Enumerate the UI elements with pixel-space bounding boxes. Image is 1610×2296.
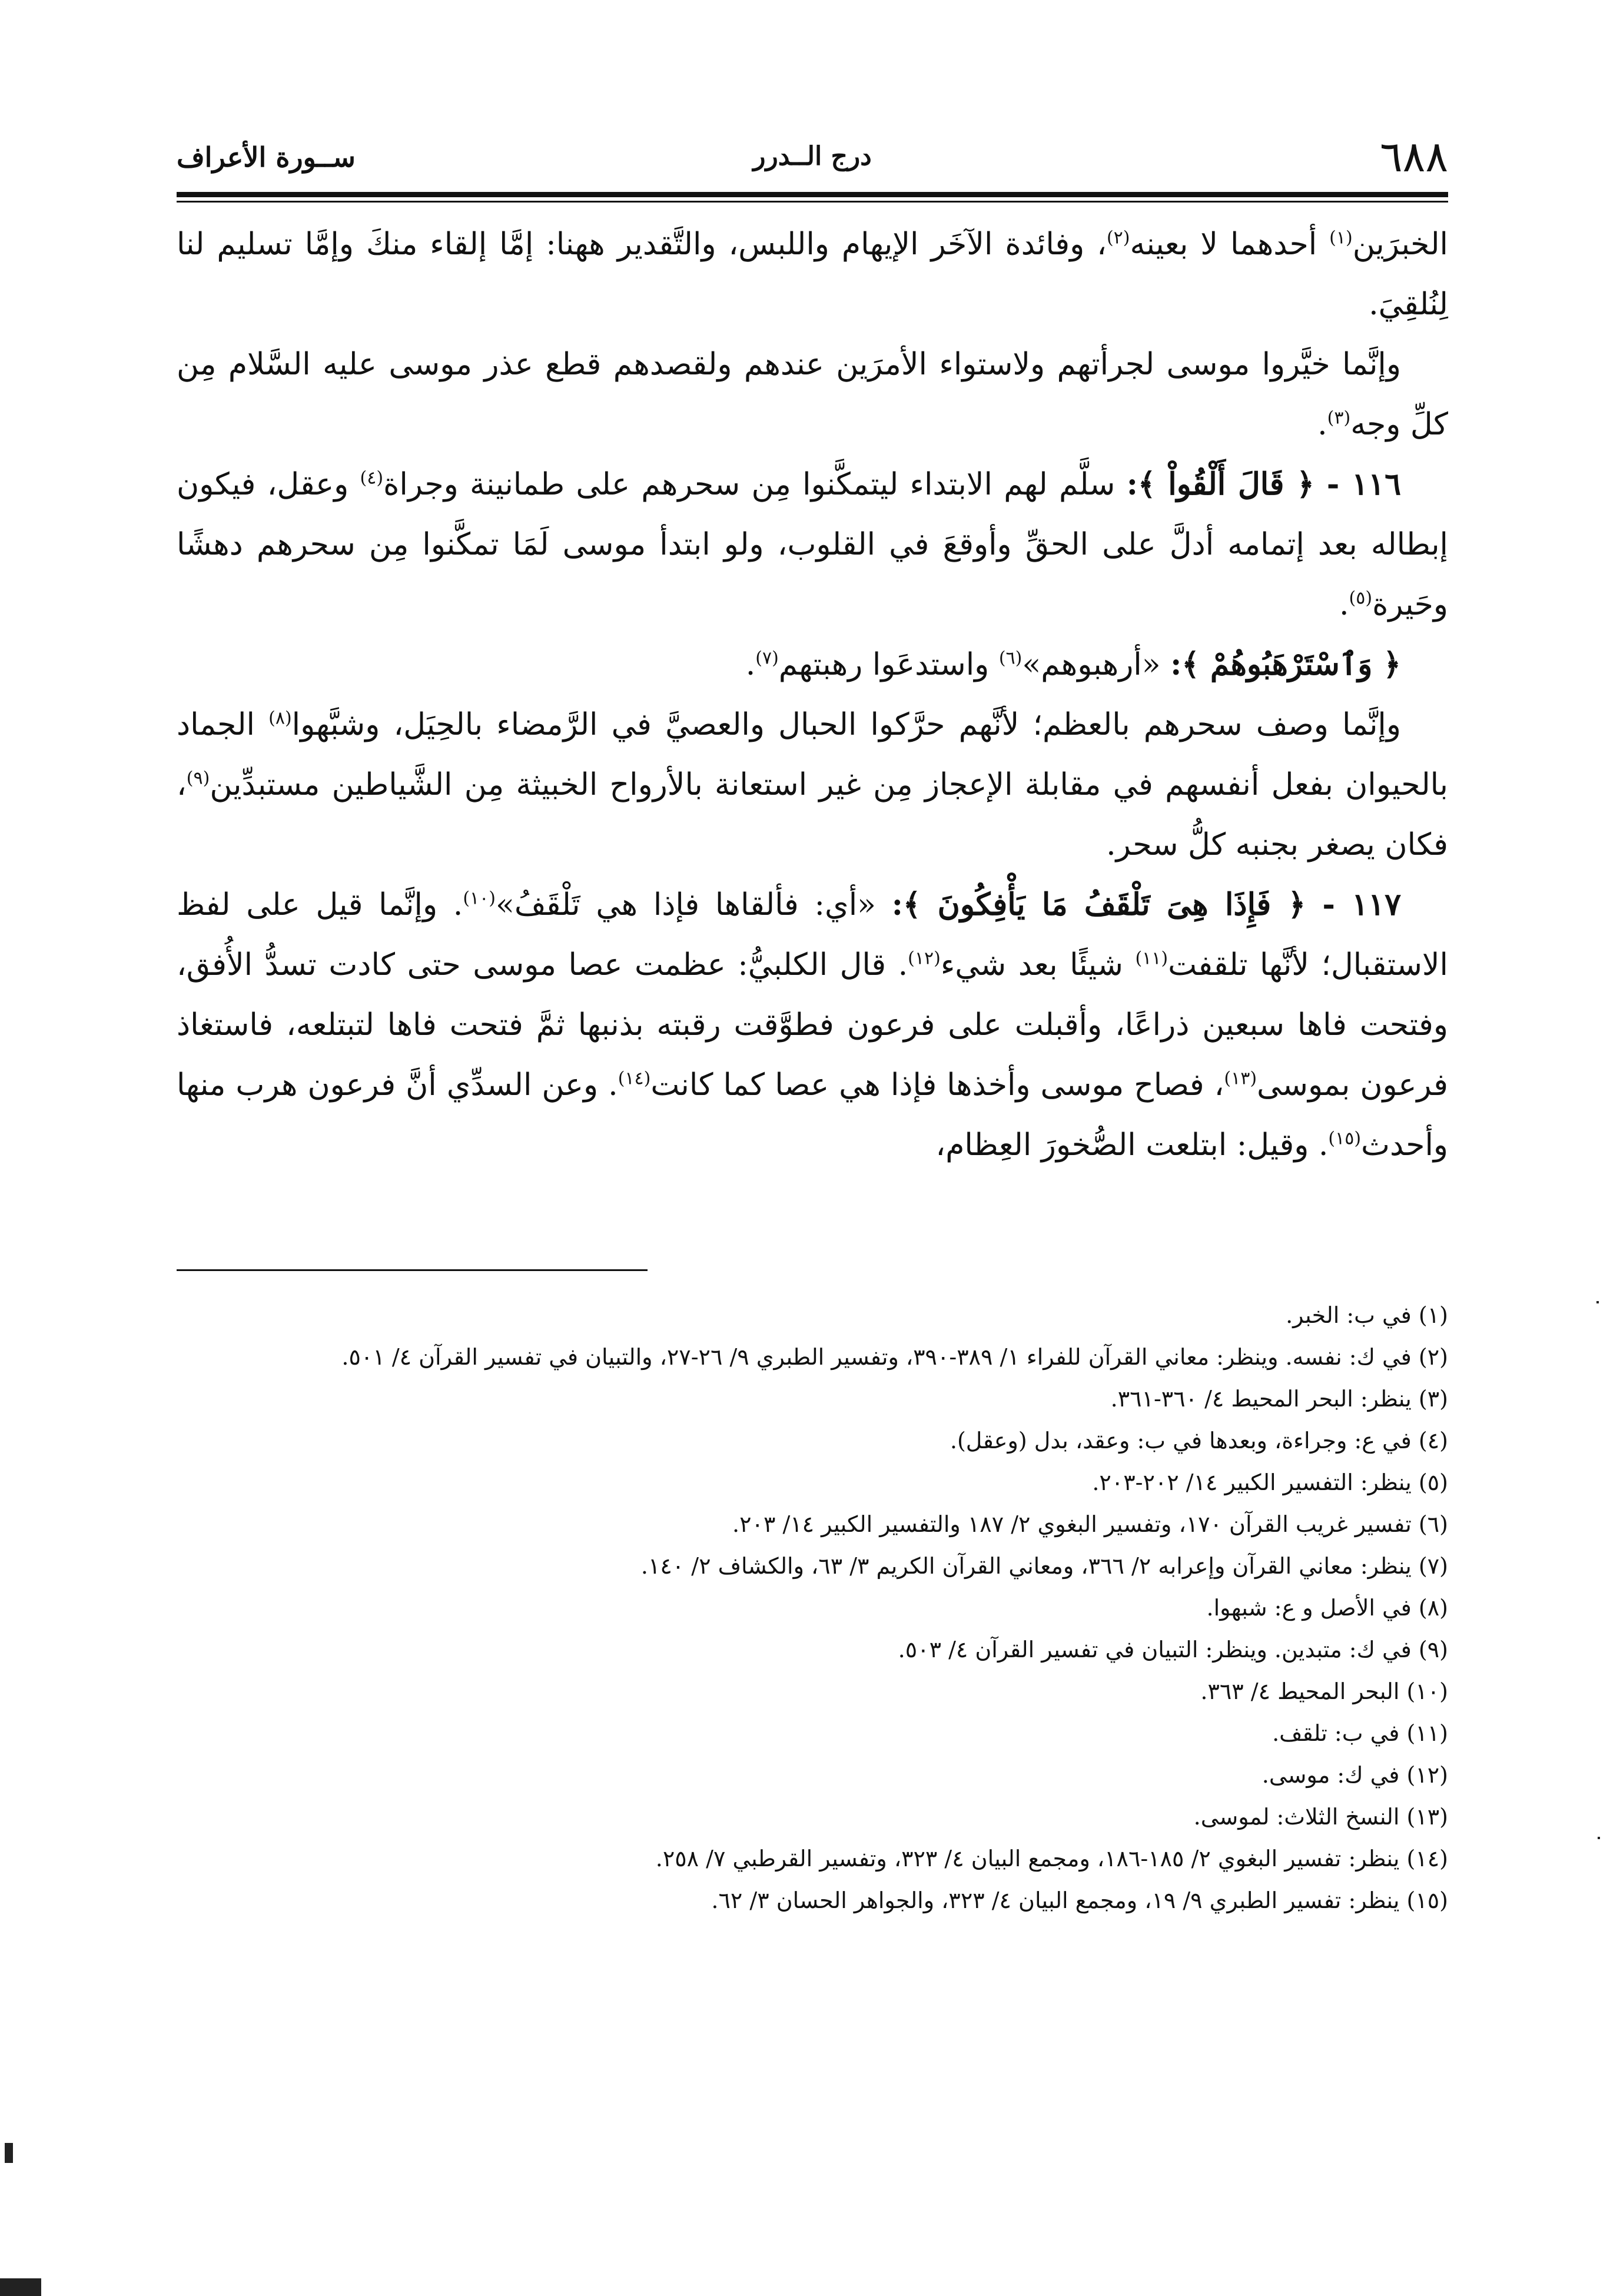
scan-mark xyxy=(0,2278,41,2296)
quran-verse: ﴿ قَالَ أَلْقُواْ ﴾: xyxy=(1126,466,1314,502)
text-run: ، فصاح موسى وأخذها فإذا هي عصا كما كانت xyxy=(650,1067,1224,1103)
header-rule-thin xyxy=(177,201,1448,203)
text-run: وإنَّما خيَّروا موسى لجرأتهم ولاستواء الأمرَين عندهم ولقصدهم قطع عذر موسى عليه السَّلام مِن كلِّ وجه xyxy=(177,347,1448,442)
header-rule-thick xyxy=(177,192,1448,197)
footnote: (١١) في ب: تلقف. xyxy=(1272,1720,1448,1746)
footnote: (٣) ينظر: البحر المحيط ٤/ ٣٦٠-٣٦١. xyxy=(1110,1386,1448,1412)
footnote: (٨) في الأصل و ع: شبهوا. xyxy=(1206,1595,1448,1621)
quran-verse: ﴿ فَإِذَا هِىَ تَلْقَفُ مَا يَأْفِكُونَ ﴾: xyxy=(891,887,1306,923)
text-run: واستدعَوا رهبتهم xyxy=(778,647,999,682)
scan-mark xyxy=(1596,1301,1599,1303)
footnote: (١٢) في ك: موسى. xyxy=(1262,1762,1448,1788)
text-run: سلَّم لهم الابتداء ليتمكَّنوا مِن سحرهم على طمانينة وجراة xyxy=(383,467,1127,502)
text-run: وإنَّما وصف سحرهم بالعظم؛ لأنَّهم حرَّكوا الحبال والعصيَّ في الرَّمضاء بالحِيَل، وشبَّهوا xyxy=(291,707,1401,742)
text-run: الخبرَين xyxy=(1352,227,1448,262)
paragraph xyxy=(177,214,1448,334)
text-run: «أرهبوهم» xyxy=(1022,647,1171,682)
footnote: (٩) في ك: متبدين. وينظر: التبيان في تفسير القرآن ٤/ ٥٠٣. xyxy=(898,1637,1448,1663)
footnote: (١) في ب: الخبر. xyxy=(1286,1302,1448,1328)
footnote-ref: (٢) xyxy=(1106,227,1130,248)
footnote: (٤) في ع: وجراءة، وبعدها في ب: وعقد، بدل (وعقل). xyxy=(950,1428,1448,1454)
paragraph xyxy=(177,454,1448,635)
footnote: (٥) ينظر: التفسير الكبير ١٤/ ٢٠٢-٢٠٣. xyxy=(1092,1469,1448,1495)
footnotes-section xyxy=(177,1295,1448,1922)
footnote: (١٥) ينظر: تفسير الطبري ٩/ ١٩، ومجمع البيان ٤/ ٣٢٣، والجواهر الحسان ٣/ ٦٢. xyxy=(711,1887,1448,1913)
text-run: أحدهما لا بعينه xyxy=(1130,227,1330,262)
footnote-ref: (٤) xyxy=(360,467,384,489)
footnote-ref: (٩) xyxy=(186,768,210,789)
footnote-ref: (١٢) xyxy=(908,948,941,969)
quran-verse: ﴿ وَٱسْتَرْهَبُوهُمْ ﴾: xyxy=(1170,646,1401,682)
footnote-ref: (٥) xyxy=(1349,588,1373,609)
book-page xyxy=(177,130,1448,1922)
footnote: (٢) في ك: نفسه. وينظر: معاني القرآن للفراء ١/ ٣٨٩-٣٩٠، وتفسير الطبري ٩/ ٢٦-٢٧، والتبيان في تفسير القرآن ٤/ ٥٠١. xyxy=(341,1344,1448,1370)
footnote-list xyxy=(177,1295,1448,1922)
page-number: ٦٨٨ xyxy=(1379,132,1448,181)
book-title: درج الــدرر xyxy=(753,141,872,171)
footnote: (٧) ينظر: معاني القرآن وإعرابه ٢/ ٣٦٦، ومعاني القرآن الكريم ٣/ ٦٣، والكشاف ٢/ ١٤٠. xyxy=(640,1553,1448,1579)
text-run: . وإنَّما قيل على لفظ الاستقبال؛ لأنَّها تلقفت xyxy=(177,887,1449,983)
surah-title: ســورة الأعراف xyxy=(177,141,356,173)
footnote-ref: (١٣) xyxy=(1224,1068,1257,1089)
footnote: (١٠) البحر المحيط ٤/ ٣٦٣. xyxy=(1200,1678,1448,1704)
verse-number: ١١٧ - xyxy=(1306,887,1401,923)
text-run: شيئًا بعد شيء xyxy=(940,947,1136,983)
main-text xyxy=(177,214,1448,1175)
footnote-separator xyxy=(177,1269,648,1271)
scan-mark xyxy=(5,2143,13,2163)
text-run: ، وفائدة الآخَر الإيهام واللبس، والتَّقدير ههنا: إمَّا إلقاء منكَ وإمَّا تسليم لنا لِنُلقِيَ. xyxy=(177,227,1448,322)
footnote-ref: (١٤) xyxy=(618,1068,651,1089)
verse-number: ١١٦ - xyxy=(1314,466,1401,502)
text-run: . وعن السدِّي أنَّ فرعون هرب منها وأحدث xyxy=(177,1067,1448,1163)
scan-mark xyxy=(1598,1837,1600,1839)
footnote: (١٤) ينظر: تفسير البغوي ٢/ ١٨٥-١٨٦، ومجمع البيان ٤/ ٣٢٣، وتفسير القرطبي ٧/ ٢٥٨. xyxy=(655,1846,1448,1872)
paragraph xyxy=(177,695,1448,875)
footnote: (٦) تفسير غريب القرآن ١٧٠، وتفسير البغوي ٢/ ١٨٧ والتفسير الكبير ١٤/ ٢٠٣. xyxy=(732,1511,1448,1537)
paragraph xyxy=(177,635,1448,695)
footnote-ref: (٨) xyxy=(268,708,292,729)
paragraph xyxy=(177,875,1448,1175)
text-run: وعقل، فيكون إبطاله بعد إتمامه أدلَّ على الحقِّ وأوقعَ في القلوب، ولو ابتدأ موسى لَمَا تمكَّنوا مِن سحرهم دهشًا وحَيرة xyxy=(177,467,1448,622)
text-run: . xyxy=(1317,407,1327,442)
footnote: (١٣) النسخ الثلاث: لموسى. xyxy=(1193,1804,1448,1830)
page-header xyxy=(177,130,1448,188)
footnote-ref: (٦) xyxy=(998,648,1023,669)
paragraph xyxy=(177,334,1448,454)
footnote-ref: (١٥) xyxy=(1328,1128,1362,1149)
text-run: ، فكان يصغر بجنبه كلُّ سحر. xyxy=(177,767,1448,862)
text-run: . xyxy=(745,647,756,682)
text-run: الجماد بالحيوان بفعل أنفسهم في مقابلة الإعجاز مِن غير استعانة بالأرواح الخبيثة مِن الشَّياطين مستبدِّين xyxy=(177,707,1448,802)
text-run: . xyxy=(1339,587,1349,622)
footnote-ref: (١٠) xyxy=(463,888,496,909)
text-run: . وقيل: ابتلعت الصُّخورَ العِظام، xyxy=(935,1127,1329,1163)
text-run: . قال الكلبيُّ: عظمت عصا موسى حتى كادت تسدُّ الأُفق، وفتحت فاها سبعين ذراعًا، وأقبلت على فرعون فطوَّقت رقبته بذنبها ثمَّ فتحت فاها لتبتلعه، فاستغاذ فرعون بموسى xyxy=(177,947,1448,1103)
text-run: «أي: فألقاها فإذا هي تَلْقَفُ» xyxy=(496,887,892,923)
footnote-ref: (١) xyxy=(1329,227,1353,248)
footnote-ref: (٧) xyxy=(755,648,779,669)
footnote-ref: (٣) xyxy=(1327,407,1351,429)
footnote-ref: (١١) xyxy=(1135,948,1169,969)
